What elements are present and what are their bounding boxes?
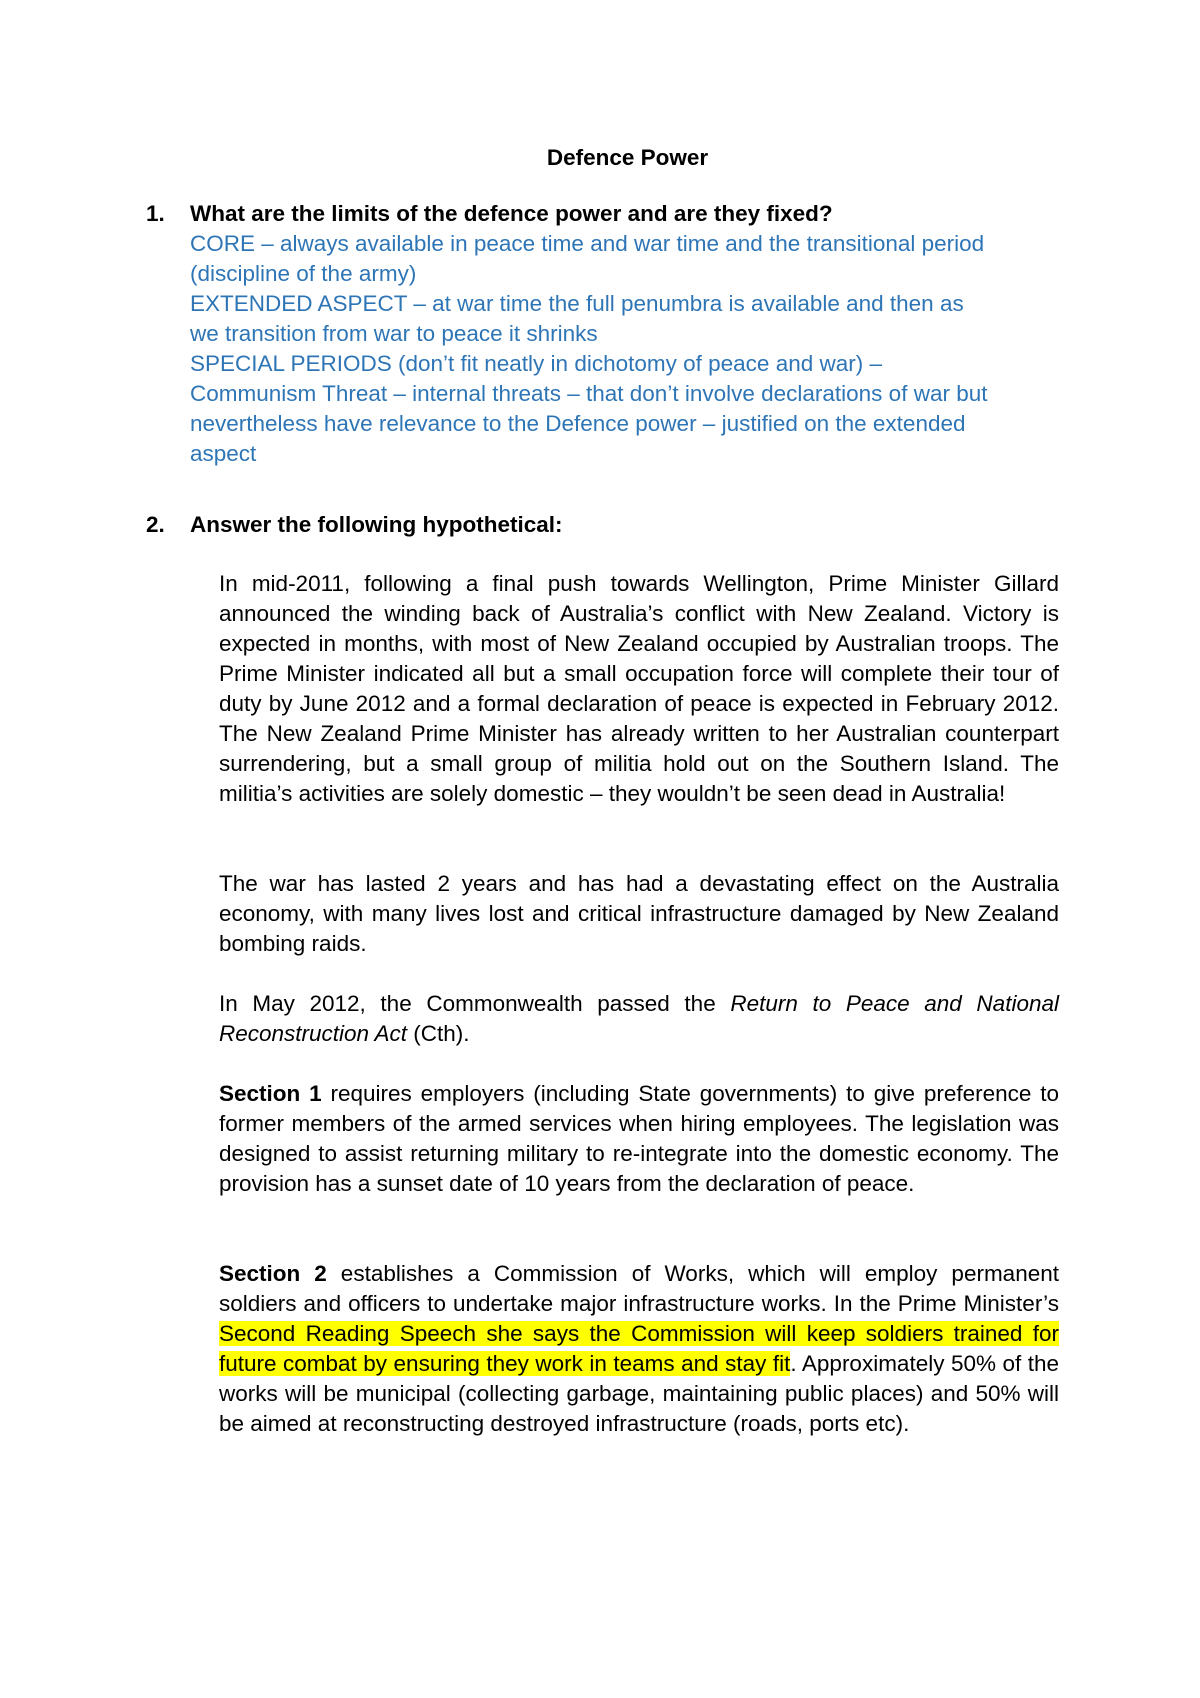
section-1-label: Section 1 (219, 1081, 322, 1106)
section-2-post: . Approximately 50% of the works will be municipal (collecting garbage, maintaining public places) and 50% will be aimed at reconstructing destroyed infrastructure (roads, ports etc). (219, 1351, 1060, 1436)
hypothetical-body-4 (219, 1079, 1059, 1199)
question-1-text: What are the limits of the defence power and are they fixed? (190, 201, 833, 226)
answer-line: nevertheless have relevance to the Defence power – justified on the extended (190, 411, 966, 436)
question-2 (146, 510, 1066, 540)
hypothetical-body-2 (219, 869, 1059, 959)
section-2-paragraph (219, 1259, 1059, 1439)
answer-line: we transition from war to peace it shrinks (190, 321, 598, 346)
hypothetical-body-3 (219, 989, 1059, 1049)
question-1-answer (190, 229, 1066, 469)
hypothetical-body (219, 569, 1059, 809)
hypothetical-paragraph-2: The war has lasted 2 years and has had a devastating effect on the Australia economy, with many lives lost and critical infrastructure damaged by New Zealand bombing raids. (219, 871, 1059, 956)
section-1-paragraph (219, 1079, 1059, 1199)
answer-line: SPECIAL PERIODS (don’t fit neatly in dichotomy of peace and war) – (190, 351, 882, 376)
section-1-text: requires employers (including State governments) to give preference to former members of the armed services when hiring employees. The legislation was designed to assist returning military to re-integrate into the domestic economy. The provision has a sunset date of 10 years from the declaration of peace. (219, 1081, 1059, 1196)
section-2-pre: establishes a Commission of Works, which will employ permanent soldiers and officers to undertake major infrastructure works. In the Prime Minister’s (219, 1261, 1059, 1316)
hypothetical-body-5 (219, 1259, 1059, 1439)
answer-line: CORE – always available in peace time and war time and the transitional period (190, 231, 985, 256)
hypothetical-paragraph-3 (219, 989, 1059, 1049)
para3-pre: In May 2012, the Commonwealth passed the (219, 991, 731, 1016)
answer-line: EXTENDED ASPECT – at war time the full penumbra is available and then as (190, 291, 964, 316)
answer-line: Communism Threat – internal threats – that don’t involve declarations of war but (190, 381, 988, 406)
question-1 (146, 199, 1066, 469)
question-1-number: 1. (146, 201, 165, 226)
para3-post: (Cth). (407, 1021, 470, 1046)
act-title: Return to Peace and National Reconstruction Act (219, 991, 1059, 1046)
section-2-label: Section 2 (219, 1261, 327, 1286)
answer-line: aspect (190, 441, 257, 466)
highlighted-text: Second Reading Speech she says the Commission will keep soldiers trained for future combat by ensuring they work in teams and stay fit (219, 1321, 1059, 1376)
answer-line: (discipline of the army) (190, 261, 417, 286)
document-title: Defence Power (546, 145, 709, 170)
hypothetical-paragraph-1: In mid-2011, following a final push towards Wellington, Prime Minister Gillard announced the winding back of Australia’s conflict with New Zealand. Victory is expected in months, with most of New Zealand occupied by Australian troops. The Prime Minister indicated all but a small occupation force will complete their tour of duty by June 2012 and a formal declaration of peace is expected in February 2012. The New Zealand Prime Minister has already written to her Australian counterpart surrendering, but a small group of militia hold out on the Southern Island. The militia’s activities are solely domestic – they wouldn’t be seen dead in Australia! (219, 571, 1059, 806)
question-2-number: 2. (146, 512, 165, 537)
question-2-text: Answer the following hypothetical: (190, 512, 563, 537)
